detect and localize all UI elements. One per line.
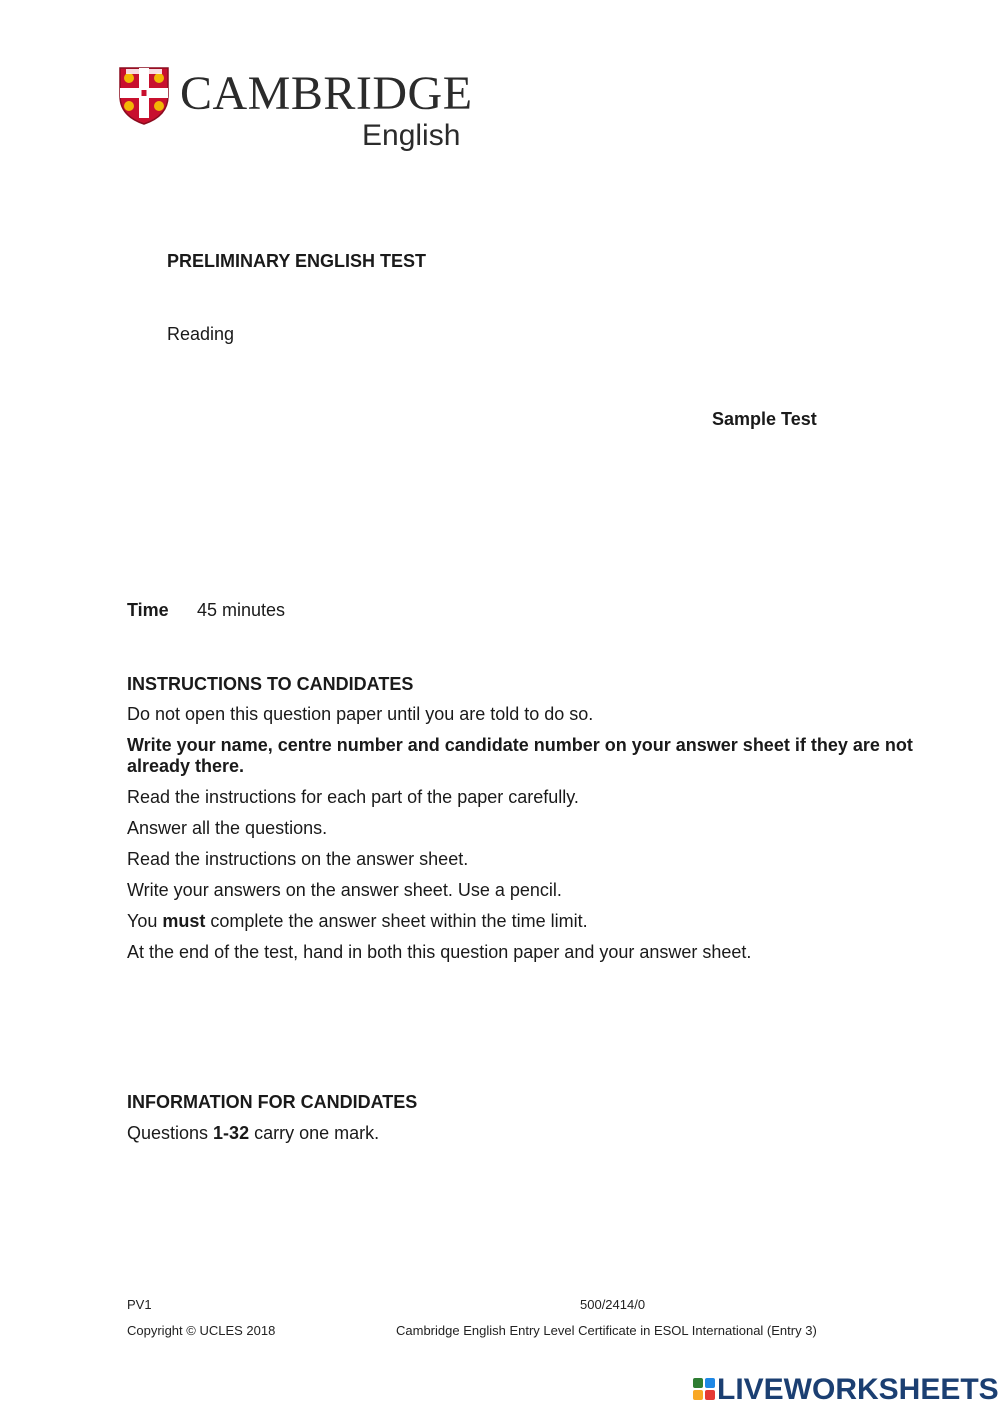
footer-certificate: Cambridge English Entry Level Certificate in ESOL International (Entry 3) bbox=[396, 1323, 817, 1338]
footer-code-left: PV1 bbox=[127, 1297, 152, 1312]
instruction-item: Read the instructions on the answer sheet. bbox=[127, 849, 469, 869]
instruction-item: You must complete the answer sheet within the time limit. bbox=[127, 911, 588, 931]
information-text: Questions 1-32 carry one mark. bbox=[127, 1123, 380, 1143]
instruction-item: Do not open this question paper until you are told to do so. bbox=[127, 704, 594, 724]
instruction-item: At the end of the test, hand in both this question paper and your answer sheet. bbox=[127, 942, 752, 962]
instruction-item: Write your name, centre number and candidate number on your answer sheet if they are not already there. bbox=[127, 735, 913, 776]
instruction-item: Write your answers on the answer sheet. Use a pencil. bbox=[127, 880, 562, 900]
paper-name: Reading bbox=[167, 324, 235, 344]
instructions-heading: INSTRUCTIONS TO CANDIDATES bbox=[127, 674, 414, 694]
instructions-list bbox=[127, 704, 927, 973]
university-shield-icon bbox=[118, 66, 170, 126]
footer-code-right: 500/2414/0 bbox=[580, 1297, 646, 1312]
watermark-text: LIVEWORKSHEETS bbox=[717, 1373, 999, 1406]
emphasis-must: must bbox=[162, 911, 206, 931]
cambridge-english-logo bbox=[118, 64, 478, 164]
liveworksheets-logo-icon bbox=[693, 1378, 715, 1400]
footer-copyright: Copyright © UCLES 2018 bbox=[127, 1323, 276, 1338]
instruction-item: Read the instructions for each part of the paper carefully. bbox=[127, 787, 579, 807]
question-range: 1-32 bbox=[213, 1123, 250, 1143]
sample-test-label: Sample Test bbox=[712, 409, 817, 429]
liveworksheets-watermark bbox=[693, 1372, 999, 1408]
time-value: 45 minutes bbox=[197, 600, 286, 620]
time-label: Time bbox=[127, 600, 169, 620]
instruction-item: Answer all the questions. bbox=[127, 818, 328, 838]
logo-wordmark: CAMBRIDGE bbox=[180, 67, 473, 120]
logo-subtitle: English bbox=[362, 119, 461, 152]
test-title: PRELIMINARY ENGLISH TEST bbox=[167, 251, 427, 271]
information-heading: INFORMATION FOR CANDIDATES bbox=[127, 1092, 418, 1112]
